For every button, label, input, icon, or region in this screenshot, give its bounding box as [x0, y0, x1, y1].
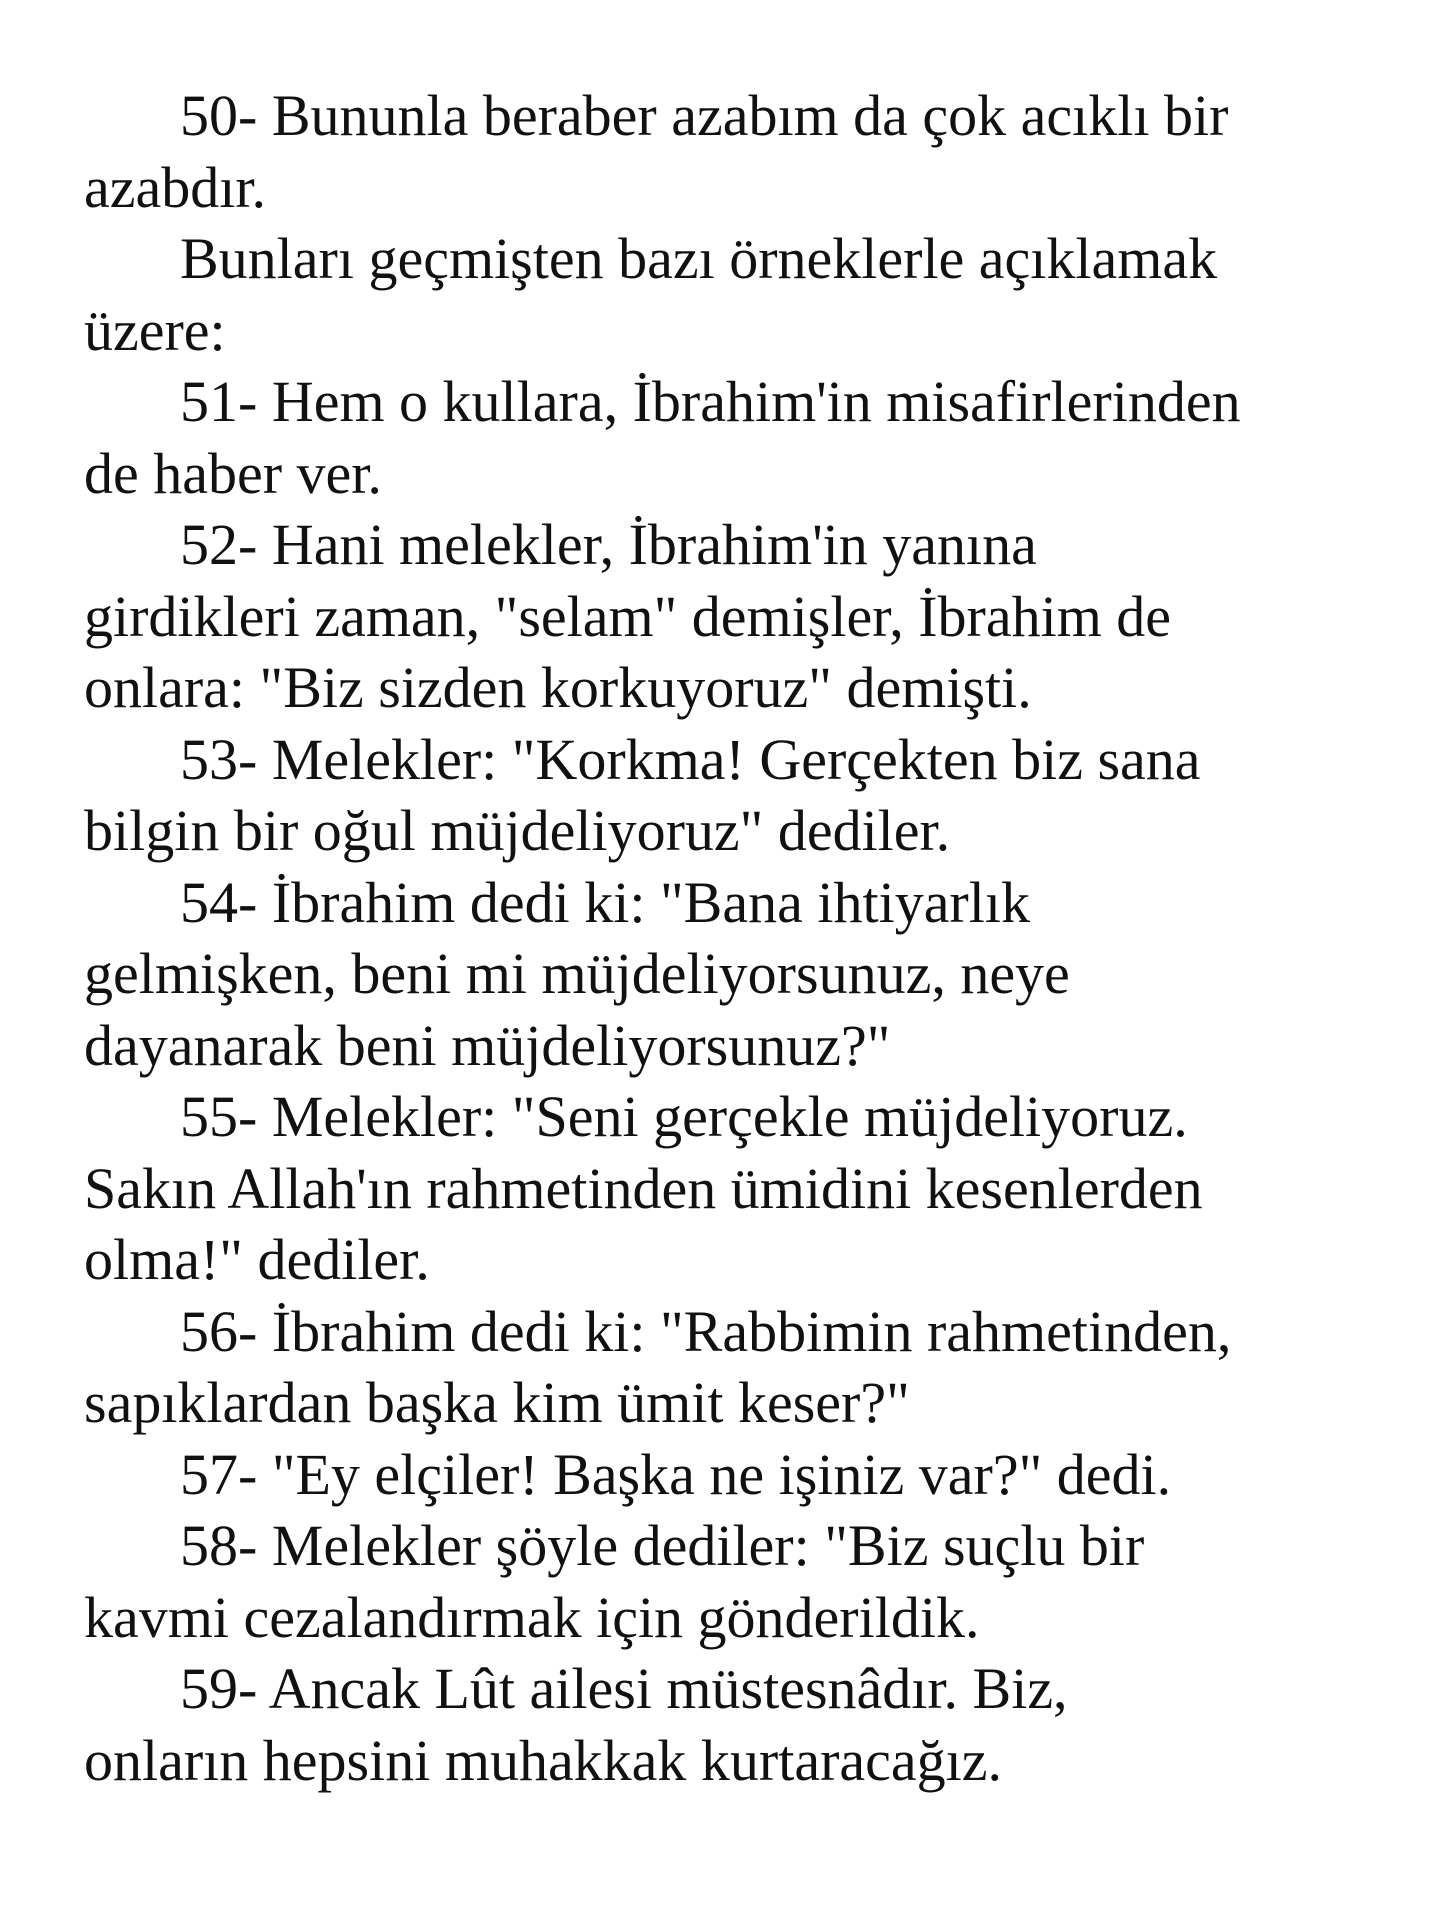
text-line: kavmi cezalandırmak için gönderildik. — [84, 1584, 980, 1650]
text-line: 51- Hem o kullara, İbrahim'in misafirlerinden — [180, 369, 1241, 434]
document-page — [84, 80, 1384, 1796]
text-line: onlara: "Biz sizden korkuyoruz" demişti. — [84, 655, 1032, 720]
text-line: azabdır. — [84, 154, 266, 220]
text-line: Sakın Allah'ın rahmetinden ümidini kesenlerden — [84, 1155, 1203, 1221]
text-line: onların hepsini muhakkak kurtaracağız. — [84, 1727, 1003, 1793]
text-line: 59- Ancak Lût ailesi müstesnâdır. Biz, — [180, 1656, 1068, 1721]
text-line: bilgin bir oğul müjdeliyoruz" dediler. — [84, 798, 951, 863]
text-line: sapıklardan başka kim ümit keser?" — [84, 1370, 910, 1435]
text-line: 55- Melekler: "Seni gerçekle müjdeliyoruz. — [180, 1084, 1188, 1149]
text-line: girdikleri zaman, "selam" demişler, İbrahim de — [84, 583, 1172, 649]
text-line: 50- Bununla beraber azabım da çok acıklı bir — [180, 83, 1229, 148]
text-line: gelmişken, beni mi müjdeliyorsunuz, neye — [84, 941, 1070, 1006]
text-line: 57- "Ey elçiler! Başka ne işiniz var?" dedi. — [180, 1441, 1172, 1507]
text-line: 58- Melekler şöyle dediler: "Biz suçlu bir — [180, 1513, 1145, 1578]
text-line: 56- İbrahim dedi ki: "Rabbimin rahmetinden, — [180, 1298, 1232, 1364]
text-line: olma!" dediler. — [84, 1227, 430, 1292]
text-line: 53- Melekler: "Korkma! Gerçekten biz sana — [180, 726, 1201, 792]
text-line: üzere: — [84, 297, 226, 363]
text-line: dayanarak beni müjdeliyorsunuz?" — [84, 1012, 891, 1078]
text-line: de haber ver. — [84, 440, 382, 506]
text-line: 52- Hani melekler, İbrahim'in yanına — [180, 512, 1037, 577]
text-line: 54- İbrahim dedi ki: "Bana ihtiyarlık — [180, 869, 1030, 935]
text-line: Bunları geçmişten bazı örneklerle açıklamak — [180, 226, 1218, 291]
